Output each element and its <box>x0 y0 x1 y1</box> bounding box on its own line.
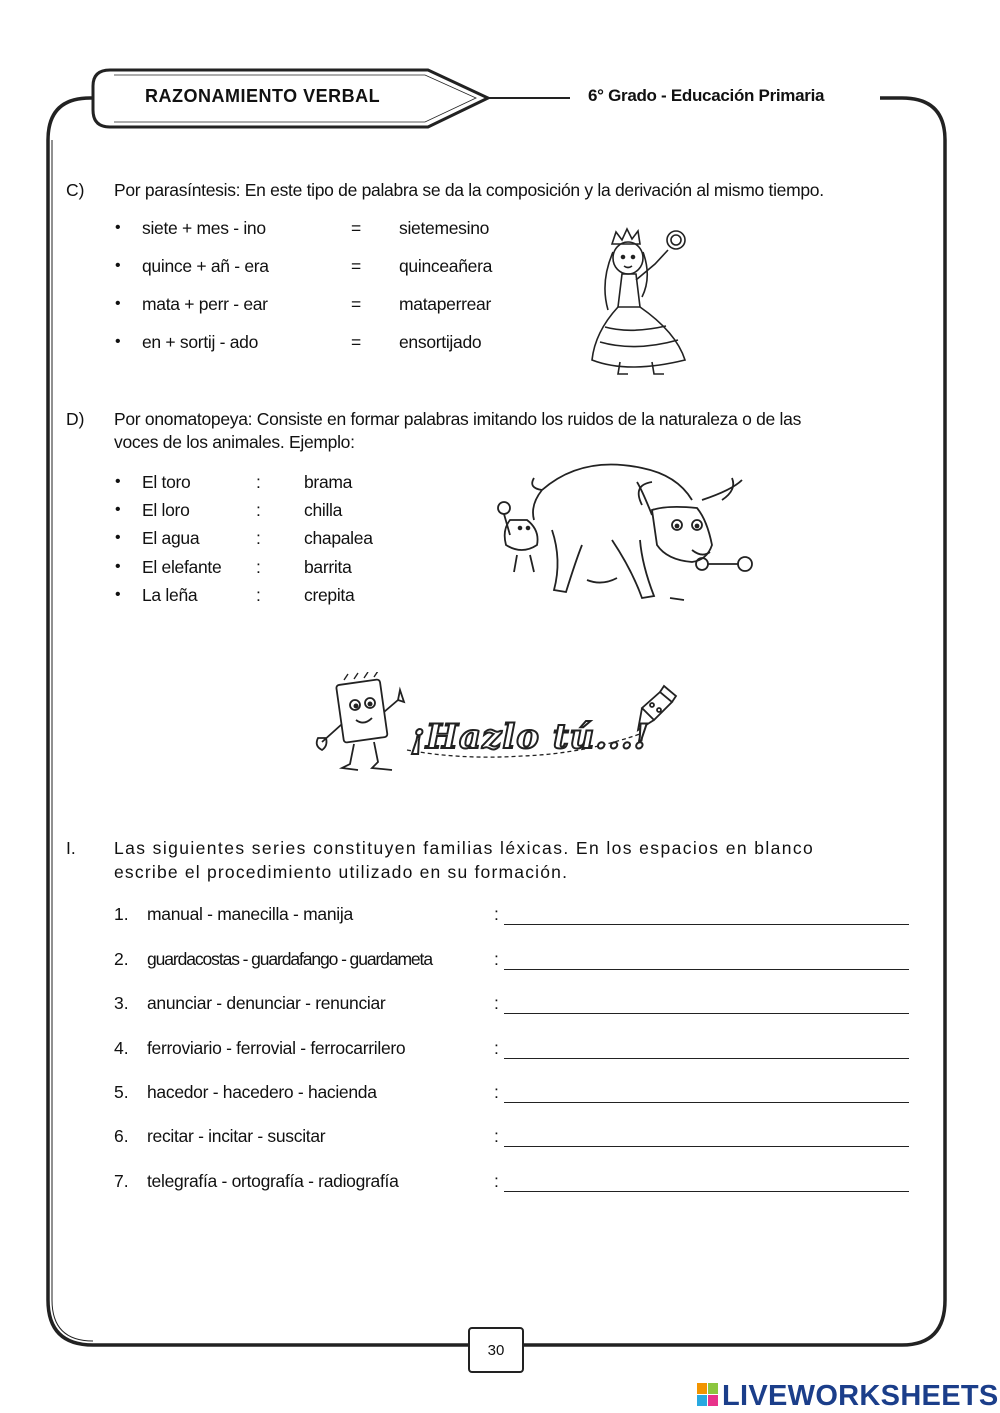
equals-sign: = <box>351 256 361 276</box>
word-family: ferroviario - ferrovial - ferrocarrilero <box>147 1038 406 1058</box>
item-number: 1. <box>114 904 129 924</box>
word-parts: en + sortij - ado <box>142 332 259 352</box>
word-result: quinceañera <box>399 256 493 276</box>
equals-sign: = <box>351 294 361 314</box>
bull-illustration <box>492 460 754 615</box>
animal-subject: El loro <box>142 500 190 520</box>
colon: : <box>494 1126 499 1146</box>
colon: : <box>494 1082 499 1102</box>
banner-text: ¡Hazlo tú...! <box>410 717 650 757</box>
list-bullet: • <box>115 473 121 490</box>
colon: : <box>256 500 261 520</box>
sound-word: chapalea <box>304 528 373 548</box>
colon: : <box>256 528 261 548</box>
list-bullet: • <box>115 257 121 274</box>
section-d-line2: voces de los animales. Ejemplo: <box>114 432 355 452</box>
liveworksheets-brand: LIVEWORKSHEETS <box>722 1380 999 1412</box>
liveworksheets-logo-icon <box>697 1383 719 1407</box>
item-number: 3. <box>114 993 129 1013</box>
equals-sign: = <box>351 218 361 238</box>
item-number: 5. <box>114 1082 129 1102</box>
list-bullet: • <box>115 219 121 236</box>
answer-line[interactable] <box>504 951 909 970</box>
word-result: ensortijado <box>399 332 482 352</box>
word-parts: mata + perr - ear <box>142 294 268 314</box>
animal-subject: El agua <box>142 528 200 548</box>
list-bullet: • <box>115 295 121 312</box>
colon: : <box>494 993 499 1013</box>
exercise-instruction-line2: escribe el procedimiento utilizado en su formación. <box>114 862 569 882</box>
item-number: 6. <box>114 1126 129 1146</box>
word-family: hacedor - hacedero - hacienda <box>147 1082 377 1102</box>
header-title: RAZONAMIENTO VERBAL <box>145 86 381 106</box>
hazlo-tu-banner <box>312 672 682 782</box>
answer-line[interactable] <box>504 1173 909 1192</box>
colon: : <box>494 1038 499 1058</box>
list-bullet: • <box>115 586 121 603</box>
answer-line[interactable] <box>504 995 909 1014</box>
animal-subject: El toro <box>142 472 191 492</box>
item-number: 4. <box>114 1038 129 1058</box>
princess-illustration <box>580 222 695 382</box>
word-parts: siete + mes - ino <box>142 218 266 238</box>
word-result: sietemesino <box>399 218 490 238</box>
list-bullet: • <box>115 501 121 518</box>
list-bullet: • <box>115 333 121 350</box>
word-result: mataperrear <box>399 294 492 314</box>
exercise-instruction-line1: Las siguientes series constituyen familias léxicas. En los espacios en blanco <box>114 838 815 858</box>
colon: : <box>494 904 499 924</box>
answer-line[interactable] <box>504 906 909 925</box>
header-grade: 6° Grado - Educación Primaria <box>588 86 825 105</box>
sound-word: barrita <box>304 557 352 577</box>
equals-sign: = <box>351 332 361 352</box>
animal-subject: El elefante <box>142 557 222 577</box>
answer-line[interactable] <box>504 1084 909 1103</box>
item-number: 7. <box>114 1171 129 1191</box>
sound-word: brama <box>304 472 353 492</box>
colon: : <box>256 585 261 605</box>
answer-line[interactable] <box>504 1128 909 1147</box>
word-family: anunciar - denunciar - renunciar <box>147 993 386 1013</box>
list-bullet: • <box>115 558 121 575</box>
word-family: guardacostas - guardafango - guardameta <box>147 949 432 969</box>
section-c-letter: C) <box>66 180 85 200</box>
word-family: manual - manecilla - manija <box>147 904 353 924</box>
exercise-numeral: I. <box>66 838 76 858</box>
word-family: telegrafía - ortografía - radiografía <box>147 1171 399 1191</box>
sound-word: crepita <box>304 585 355 605</box>
colon: : <box>494 949 499 969</box>
sound-word: chilla <box>304 500 343 520</box>
item-number: 2. <box>114 949 129 969</box>
animal-subject: La leña <box>142 585 198 605</box>
colon: : <box>256 557 261 577</box>
colon: : <box>256 472 261 492</box>
section-d-line1: Por onomatopeya: Consiste en formar palabras imitando los ruidos de la naturaleza o de las <box>114 409 802 429</box>
answer-line[interactable] <box>504 1040 909 1059</box>
page-number: 30 <box>468 1327 524 1373</box>
section-d-letter: D) <box>66 409 85 429</box>
word-parts: quince + añ - era <box>142 256 269 276</box>
section-c-text: Por parasíntesis: En este tipo de palabra se da la composición y la derivación al mismo tiempo. <box>114 180 824 200</box>
colon: : <box>494 1171 499 1191</box>
word-family: recitar - incitar - suscitar <box>147 1126 326 1146</box>
list-bullet: • <box>115 529 121 546</box>
